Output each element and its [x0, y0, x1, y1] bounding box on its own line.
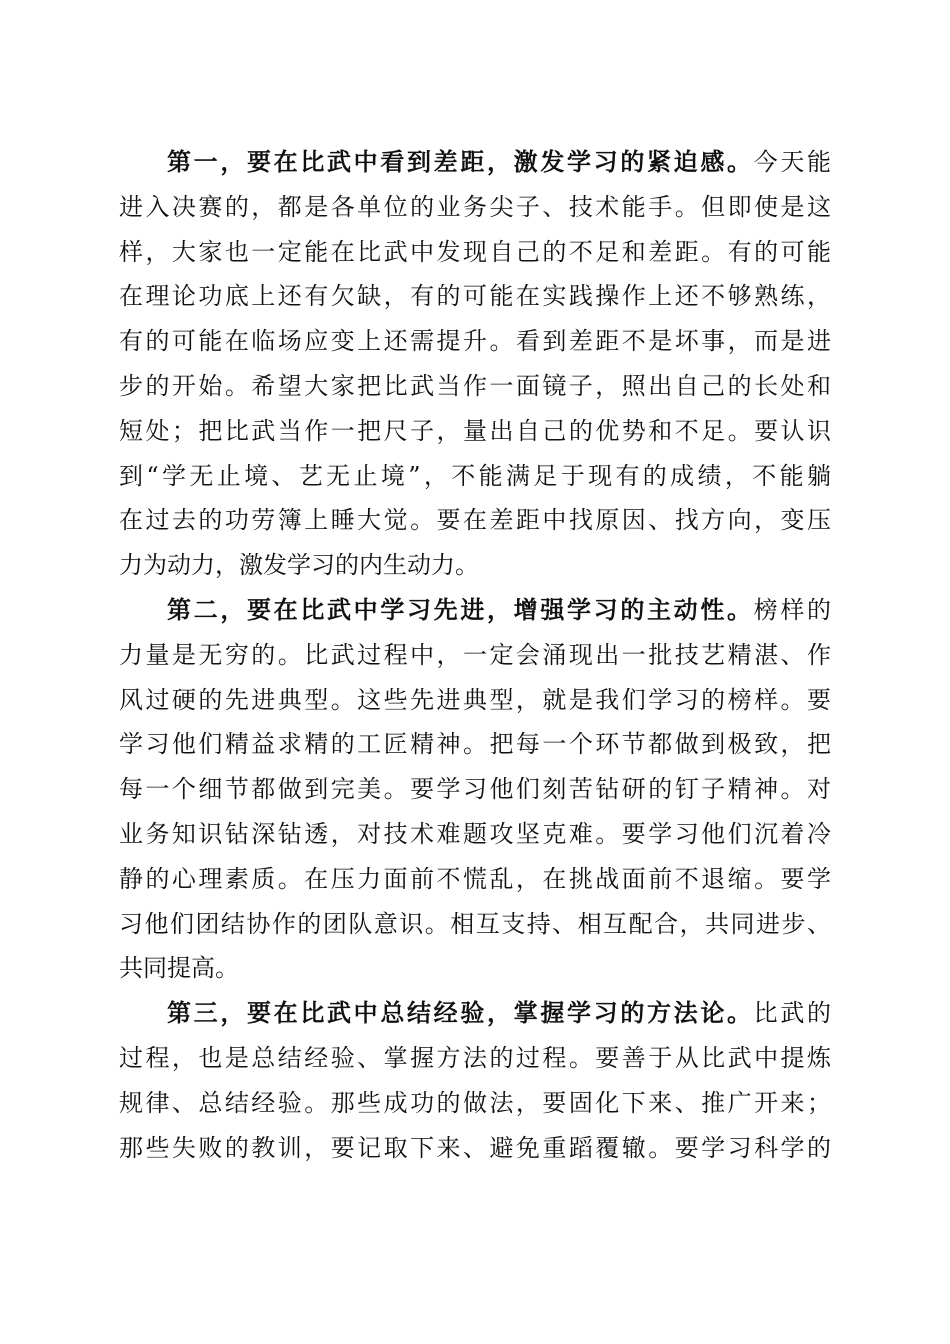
paragraph-1-line-7: 短处；把比武当作一把尺子，量出自己的优势和不足。要认识: [119, 416, 831, 445]
paragraph-3-line-2: 过程，也是总结经验、掌握方法的过程。要善于从比武中提炼: [119, 1043, 831, 1072]
paragraph-1-line-6: 步的开始。希望大家把比武当作一面镜子，照出自己的长处和: [119, 371, 831, 400]
paragraph-1-line-9: 在过去的功劳簿上睡大觉。要在差距中找原因、找方向，变压: [119, 506, 831, 535]
paragraph-3-line-1-text: 比武的: [753, 999, 832, 1028]
paragraph-2-line-5: 每一个细节都做到完美。要学习他们刻苦钻研的钉子精神。对: [119, 775, 831, 804]
paragraph-3-line-1: [119, 991, 831, 1036]
paragraph-2-heading: 第二，要在比武中学习先进，增强学习的主动性。: [167, 594, 754, 624]
paragraph-2-line-1-text: 榜样的: [753, 595, 832, 624]
paragraph-3-line-4: 那些失败的教训，要记取下来、避免重蹈覆辙。要学习科学的: [119, 1133, 831, 1162]
paragraph-1-line-3: 样，大家也一定能在比武中发现自己的不足和差距。有的可能: [119, 237, 831, 266]
paragraph-1-heading: 第一，要在比武中看到差距，激发学习的紧迫感。: [167, 147, 754, 176]
paragraph-1-line-8: 到“学无止境、艺无止境”，不能满足于现有的成绩，不能躺: [119, 461, 831, 490]
paragraph-2-line-2: 力量是无穷的。比武过程中，一定会涌现出一批技艺精湛、作: [119, 640, 831, 669]
paragraph-1-line-2: 进入决赛的，都是各单位的业务尖子、技术能手。但即使是这: [119, 192, 831, 221]
paragraph-1-line-1-text: 今天能: [753, 148, 832, 176]
paragraph-1-line-10: 力为动力，激发学习的内生动力。: [119, 551, 479, 580]
paragraph-3-heading: 第三，要在比武中总结经验，掌握学习的方法论。: [167, 998, 754, 1028]
paragraph-1-line-4: 在理论功底上还有欠缺，有的可能在实践操作上还不够熟练，: [119, 282, 831, 311]
paragraph-2-line-4: 学习他们精益求精的工匠精神。把每一个环节都做到极致，把: [119, 730, 831, 759]
paragraph-1-line-1: [119, 140, 831, 185]
paragraph-2-line-3: 风过硬的先进典型。这些先进典型，就是我们学习的榜样。要: [119, 685, 831, 714]
paragraph-2-line-7: 静的心理素质。在压力面前不慌乱，在挑战面前不退缩。要学: [119, 864, 831, 893]
document-body: [119, 140, 831, 1170]
paragraph-2-line-6: 业务知识钻深钻透，对技术难题攻坚克难。要学习他们沉着冷: [119, 819, 831, 848]
paragraph-3-line-3: 规律、总结经验。那些成功的做法，要固化下来、推广开来；: [119, 1088, 831, 1117]
paragraph-2-line-1: [119, 588, 831, 633]
paragraph-2-line-9: 共同提高。: [119, 954, 239, 983]
paragraph-2-line-8: 习他们团结协作的团队意识。相互支持、相互配合，共同进步、: [119, 909, 831, 938]
paragraph-1-line-5: 有的可能在临场应变上还需提升。看到差距不是坏事，而是进: [119, 327, 831, 356]
